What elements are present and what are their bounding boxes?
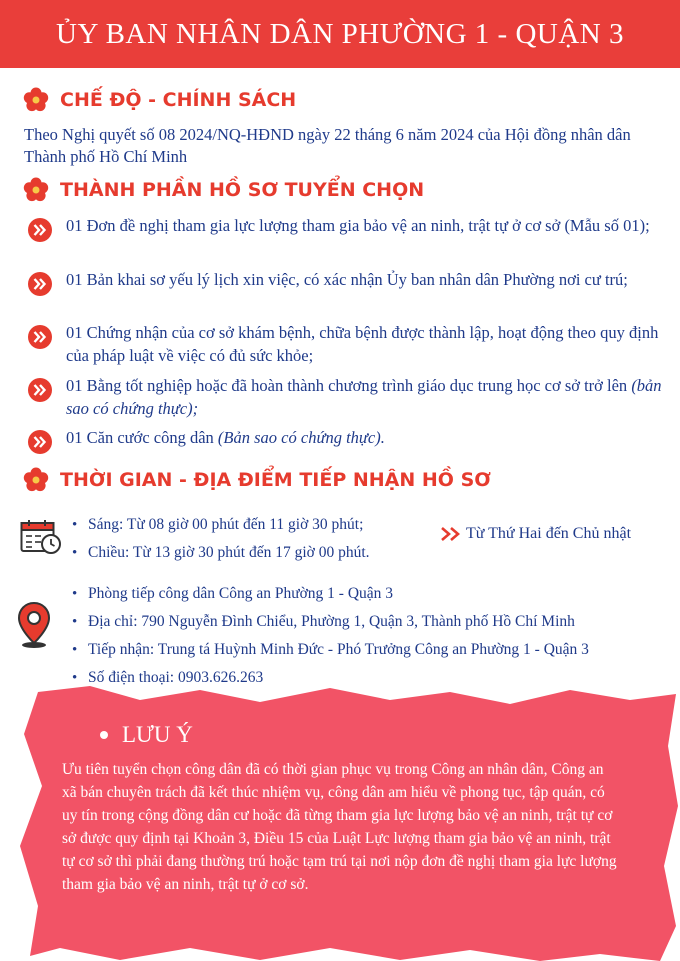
item-italic: (bản sao có chứng thực); [66,376,662,418]
double-chevron-icon [28,430,52,454]
schedule-item: • Chiều: Từ 13 giờ 30 phút đến 17 giờ 00 phút. [72,539,370,567]
double-chevron-icon [440,527,462,541]
section-heading-label: CHẾ ĐỘ - CHÍNH SÁCH [60,89,297,111]
note-title-text: LƯU Ý [122,722,193,747]
section-heading-policy [22,86,296,114]
item-text: 01 Bằng tốt nghiệp hoặc đã hoàn thành chương trình giáo dục trung học cơ sở trở lên [66,376,632,395]
list-item [28,426,676,454]
policy-text: Theo Nghị quyết số 08 2024/NQ-HĐND ngày 22 tháng 6 năm 2024 của Hội đồng nhân dân Thành phố Hồ Chí Minh [24,125,631,166]
double-chevron-icon [28,378,52,402]
days-note [440,525,631,543]
list-item [28,321,676,367]
page-title: ỦY BAN NHÂN DÂN PHƯỜNG 1 - QUẬN 3 [56,17,624,50]
location-item: • Phòng tiếp công dân Công an Phường 1 - Quận 3 [72,580,589,608]
section-heading-label: THÀNH PHẦN HỒ SƠ TUYỂN CHỌN [60,179,425,201]
section-heading-label: THỜI GIAN - ĐỊA ĐIỂM TIẾP NHẬN HỒ SƠ [60,469,491,491]
list-item [28,268,676,296]
list-item [28,374,676,420]
double-chevron-icon [28,325,52,349]
flower-icon [22,466,50,494]
item-text: 01 Căn cước công dân [66,428,218,447]
item-text: 01 Chứng nhận của cơ sở khám bệnh, chữa bệnh được thành lập, hoạt động theo quy định của pháp luật về việc có đủ sức khỏe; [66,323,659,365]
double-chevron-icon [28,272,52,296]
location-item: • Địa chỉ: 790 Nguyễn Đình Chiểu, Phường 1, Quận 3, Thành phố Hồ Chí Minh [72,608,589,636]
flower-icon [22,176,50,204]
location-item: • Tiếp nhận: Trung tá Huỳnh Minh Đức - Phó Trưởng Công an Phường 1 - Quận 3 [72,636,589,664]
schedule-list [72,511,370,567]
days-text: Từ Thứ Hai đến Chủ nhật [466,525,632,542]
list-item [28,214,676,242]
note-box [0,686,680,961]
schedule-item: • Sáng: Từ 08 giờ 00 phút đến 11 giờ 30 phút; [72,511,370,539]
map-pin-icon [16,601,52,649]
section-heading-documents [22,176,424,204]
page-banner [0,0,680,68]
calendar-clock-icon [20,519,62,555]
bullet-dot [100,731,108,739]
item-text: 01 Bản khai sơ yếu lý lịch xin việc, có xác nhận Ủy ban nhân dân Phường nơi cư trú; [66,270,628,289]
item-text: 01 Đơn đề nghị tham gia lực lượng tham gia bảo vệ an ninh, trật tự ở cơ sở (Mẫu số 01); [66,216,650,235]
location-item: • Số điện thoại: 0903.626.263 [72,664,589,692]
double-chevron-icon [28,218,52,242]
flower-icon [22,86,50,114]
note-body: Ưu tiên tuyển chọn công dân đã có thời gian phục vụ trong Công an nhân dân, Công an xã bán chuyên trách đã kết thúc nhiệm vụ, công dân am hiểu về phong tục, tập quán, có uy tín trong cộng đồng dân cư hoặc đã từng tham gia lực lượng bảo vệ an ninh, trật tự cơ sở được quy định tại Khoản 3, Điều 15 của Luật Lực lượng tham gia bảo vệ an ninh, trật tự cơ sở thì phải đang thường trú hoặc tạm trú tại nơi nộp đơn đề nghị tham gia lực lượng tham gia bảo vệ an ninh, trật tự ở cơ sở. [62,761,617,893]
item-italic: (Bản sao có chứng thực). [217,428,385,447]
section-heading-schedule [22,466,491,494]
location-list [72,580,589,692]
note-title [100,722,193,748]
